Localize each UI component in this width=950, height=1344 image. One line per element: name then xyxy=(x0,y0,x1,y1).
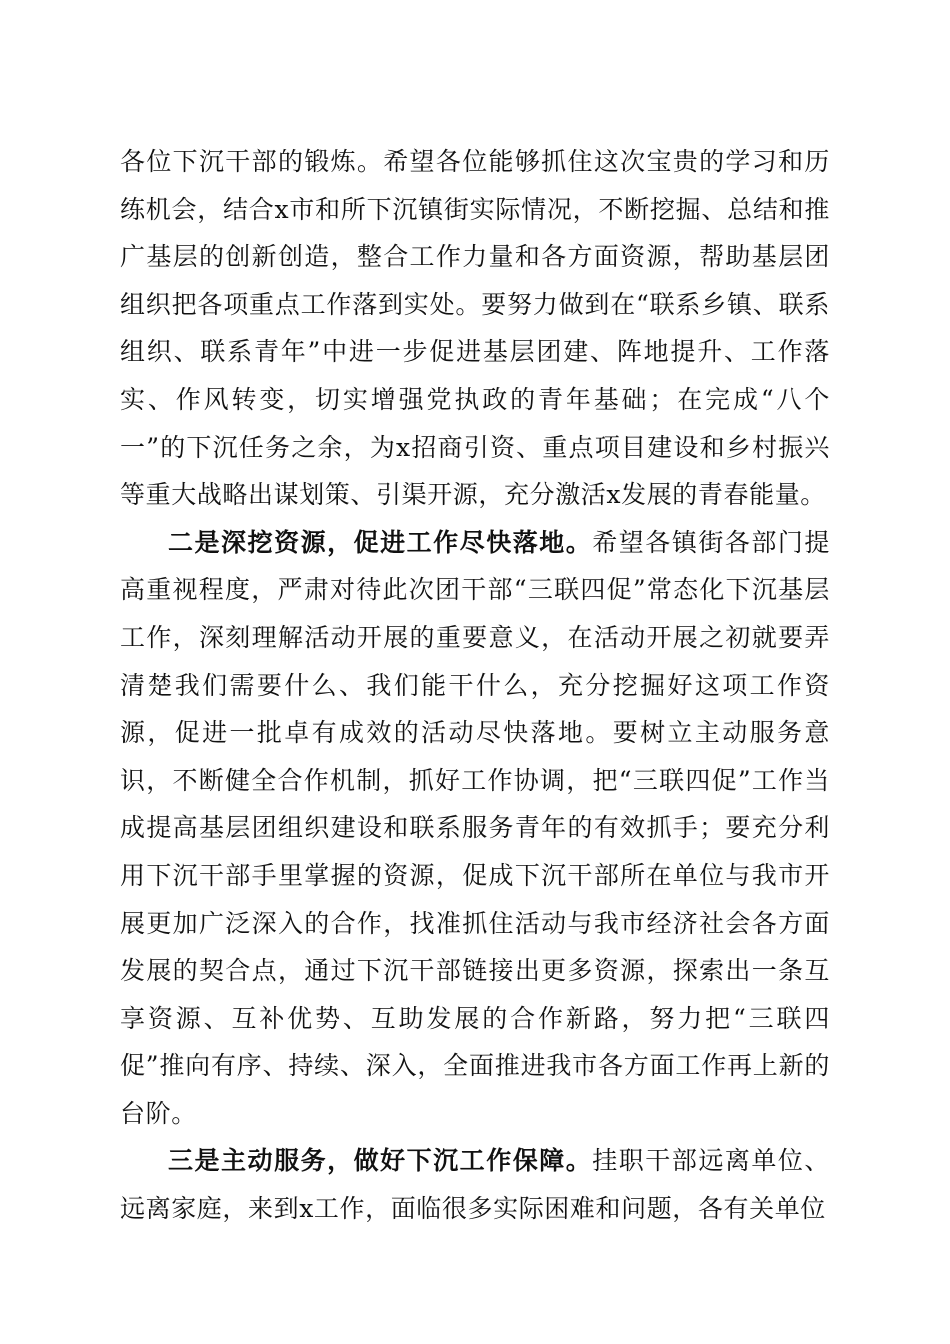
body-text xyxy=(120,138,830,1233)
paragraph-point-three xyxy=(120,1137,830,1232)
paragraph-text: 希望各镇街各部门提高重视程度，严肃对待此次团干部“三联四促”常态化下沉基层工作，深刻理解活动开展的重要意义，在活动开展之初就要弄清楚我们需要什么、我们能干什么，充分挖掘好这项工作资源，促进一批卓有成效的活动尽快落地。要树立主动服务意识，不断健全合作机制，抓好工作协调，把“三联四促”工作当成提高基层团组织建设和联系服务青年的有效抓手；要充分利用下沉干部手里掌握的资源，促成下沉干部所在单位与我市开展更加广泛深入的合作，找准抓住活动与我市经济社会各方面发展的契合点，通过下沉干部链接出更多资源，探索出一条互享资源、互补优势、互助发展的合作新路，努力把“三联四促”推向有序、持续、深入，全面推进我市各方面工作再上新的台阶。 xyxy=(120,527,830,1128)
paragraph-text: 各位下沉干部的锻炼。希望各位能够抓住这次宝贵的学习和历练机会，结合x市和所下沉镇街实际情况，不断挖掘、总结和推广基层的创新创造，整合工作力量和各方面资源，帮助基层团组织把各项重点工作落到实处。要努力做到在“联系乡镇、联系组织、联系青年”中进一步促进基层团建、阵地提升、工作落实、作风转变，切实增强党执政的青年基础；在完成“八个一”的下沉任务之余，为x招商引资、重点项目建设和乡村振兴等重大战略出谋划策、引渠开源，充分激活x发展的青春能量。 xyxy=(120,147,830,510)
paragraph-continuation xyxy=(120,138,830,519)
paragraph-lead-heading: 二是深挖资源，促进工作尽快落地。 xyxy=(168,527,593,557)
paragraph-lead-heading: 三是主动服务，做好下沉工作保障。 xyxy=(168,1146,593,1176)
paragraph-point-two xyxy=(120,519,830,1138)
paragraph-text: 挂职干部远离单位、远离家庭，来到x工作，面临很多实际困难和问题，各有关单位 xyxy=(120,1146,830,1224)
